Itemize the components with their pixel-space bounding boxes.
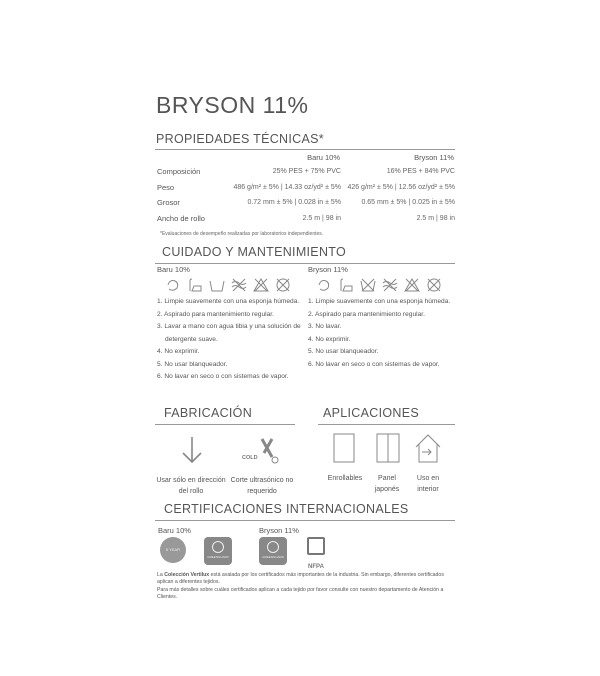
cert-subheading: Bryson 11% <box>259 526 299 535</box>
note-text: Para más detalles sobre cuáles certificados aplican a cada tejido por favor consulte con nuestro departamento de Atención a Clientes. <box>157 586 444 600</box>
badge-text: GREENGUARD <box>207 555 229 559</box>
do-not-dry-clean-icon <box>426 277 442 293</box>
list-item: 1. Limpie suavemente con una esponja húmeda. <box>308 298 451 305</box>
certifications-heading: CERTIFICACIONES INTERNACIONALES <box>164 502 409 516</box>
properties-table <box>157 150 455 226</box>
care-heading: CUIDADO Y MANTENIMIENTO <box>162 245 347 259</box>
note-text: La <box>157 572 165 578</box>
badge-text: 5 YEAR <box>165 547 181 552</box>
list-item: 5. No usar blanqueador. <box>308 348 379 355</box>
brand-name: Colección Vertilux <box>164 572 210 578</box>
hand-wash-icon <box>209 277 225 293</box>
sponge-icon <box>316 277 332 293</box>
do-not-bleach-icon <box>404 277 420 293</box>
badge-text: NFPA <box>308 564 324 570</box>
cell: 16% PES + 84% PVC <box>386 168 455 176</box>
do-not-dry-clean-icon <box>275 277 291 293</box>
properties-heading: PROPIEDADES TÉCNICAS* <box>156 132 324 146</box>
caption: Enrollables <box>327 475 363 482</box>
panel-icon <box>374 432 402 464</box>
care-subheading: Bryson 11% <box>308 265 348 274</box>
cell: 2.5 m | 98 in <box>416 214 455 222</box>
list-item: 5. No usar blanqueador. <box>157 360 228 368</box>
list-item: 6. No lavar en seco o con sistemas de vapor. <box>157 373 289 380</box>
list-item: 2. Aspirado para mantenimiento regular. <box>308 310 425 318</box>
table-row <box>157 164 455 180</box>
care-list <box>308 296 456 371</box>
greenguard-badge <box>204 537 232 565</box>
row-label: Grosor <box>157 198 180 208</box>
cold-label: COLD <box>242 455 258 461</box>
care-bryson <box>308 265 456 371</box>
page-title: BRYSON 11% <box>156 92 309 118</box>
care-list <box>157 296 305 384</box>
cell: 25% PES + 75% PVC <box>272 168 341 176</box>
divider <box>318 424 455 425</box>
certification-note <box>157 572 457 601</box>
roller-blind-icon <box>330 432 358 464</box>
nfpa-badge <box>303 537 329 570</box>
cell: 0.72 mm ± 5% | 0.028 in ± 5% <box>247 199 341 207</box>
list-item: 3. Lavar a mano con agua tibia y una solución de detergente suave. <box>157 323 301 343</box>
do-not-wring-icon <box>231 277 247 293</box>
vacuum-icon <box>187 277 203 293</box>
list-item: 6. No lavar en seco o con sistemas de vapor. <box>308 360 440 368</box>
column-header: Bryson 11% <box>414 152 454 162</box>
row-label: Peso <box>157 182 175 192</box>
list-item: 4. No exprimir. <box>157 348 200 355</box>
column-header: Baru 10% <box>307 152 340 162</box>
cert-subheading: Baru 10% <box>158 526 191 535</box>
care-icons <box>316 277 456 293</box>
caption: Corte ultrasónico no requerido <box>230 477 294 495</box>
indoor-house-icon <box>413 432 443 464</box>
care-baru <box>157 265 305 384</box>
caption: Panel japonés <box>374 475 400 493</box>
row-label: Composición <box>157 167 201 177</box>
table-row <box>157 211 455 227</box>
cell: 2.5 m | 98 in <box>302 214 341 222</box>
applications-heading: APLICACIONES <box>323 406 419 420</box>
cell: 0.65 mm ± 5% | 0.025 in ± 5% <box>361 199 455 207</box>
vacuum-icon <box>338 277 354 293</box>
warranty-badge <box>160 537 186 563</box>
cell: 426 g/m² ± 5% | 12.56 oz/yd² ± 5% <box>347 183 455 191</box>
cell: 486 g/m² ± 5% | 14.33 oz/yd² ± 5% <box>233 183 341 191</box>
note-text: está avalada por los certificados más importantes de la industria. Sin embargo, diferentes certificados aplican a diferentes tejidos. <box>157 572 444 586</box>
footnote: *Evaluaciones de desempeño realizadas por laboratorios independientes. <box>160 231 324 237</box>
greenguard-badge <box>259 537 287 565</box>
badge-text: GREENGUARD <box>262 555 284 559</box>
list-item: 1. Limpie suavemente con una esponja húmeda. <box>157 298 300 305</box>
caption: Usar sólo en dirección del rollo <box>156 477 226 495</box>
divider <box>155 424 295 425</box>
list-item: 4. No exprimir. <box>308 335 351 343</box>
arrow-down-icon <box>180 435 204 465</box>
row-label: Ancho de rollo <box>157 213 205 223</box>
care-icons <box>165 277 305 293</box>
do-not-wash-icon <box>360 277 376 293</box>
divider <box>155 263 455 264</box>
scissors-cold-icon <box>240 435 280 467</box>
table-row <box>157 195 455 211</box>
do-not-wring-icon <box>382 277 398 293</box>
care-subheading: Baru 10% <box>157 265 190 274</box>
fabrication-heading: FABRICACIÓN <box>164 406 253 420</box>
list-item: 3. No lavar. <box>308 323 342 330</box>
sponge-icon <box>165 277 181 293</box>
table-row <box>157 180 455 196</box>
divider <box>155 520 455 521</box>
do-not-bleach-icon <box>253 277 269 293</box>
list-item: 2. Aspirado para mantenimiento regular. <box>157 310 274 318</box>
caption: Uso en interior <box>416 475 440 493</box>
